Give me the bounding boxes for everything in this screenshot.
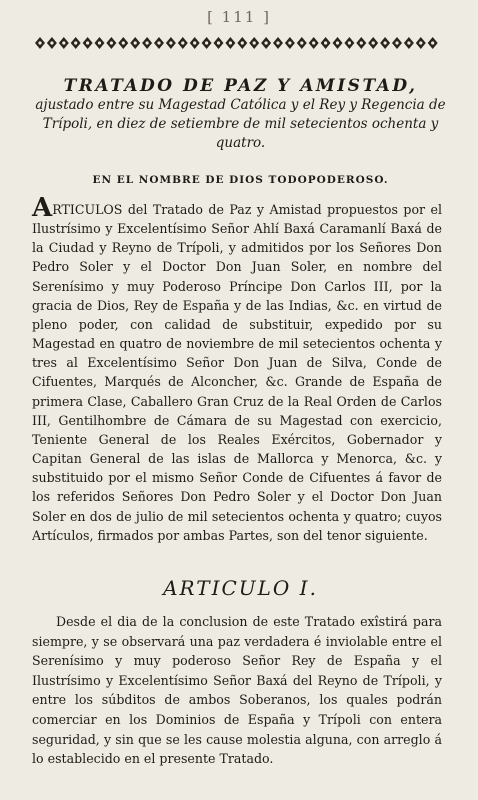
ornament-dot xyxy=(62,41,65,44)
ornament-dot xyxy=(360,41,363,44)
ornament-dot xyxy=(395,41,398,44)
ornament-dot xyxy=(241,41,244,44)
ornament-dot xyxy=(276,41,279,44)
intro-paragraph xyxy=(32,193,442,545)
ornament-dot xyxy=(110,41,113,44)
ornament-dot xyxy=(134,41,137,44)
ornament-dot xyxy=(372,41,375,44)
ornament-dot xyxy=(348,41,351,44)
ornament-dot xyxy=(407,41,410,44)
ornament-dot xyxy=(217,41,220,44)
ornament-dot xyxy=(193,41,196,44)
drop-cap: A xyxy=(32,193,53,223)
ornament-dot xyxy=(181,41,184,44)
ornament-dot xyxy=(288,41,291,44)
ornament-dot xyxy=(122,41,125,44)
ornament-dot xyxy=(169,41,172,44)
ornament-dot xyxy=(336,41,339,44)
ornament-dot xyxy=(419,41,422,44)
ornament-dot xyxy=(146,41,149,44)
ornament-dot xyxy=(38,41,41,44)
ornament-dot xyxy=(157,41,160,44)
article-heading: ARTICULO I. xyxy=(163,576,318,600)
ornament-dot xyxy=(312,41,315,44)
page-number: [ 111 ] xyxy=(207,8,271,26)
invocation-line: EN EL NOMBRE DE DIOS TODOPODEROSO. xyxy=(92,174,389,186)
ornament-dot xyxy=(384,41,387,44)
ornament-dot xyxy=(300,41,303,44)
ornament-dot xyxy=(98,41,101,44)
ornament-dot xyxy=(431,41,434,44)
ornament-dot xyxy=(253,41,256,44)
ornament-dot xyxy=(74,41,77,44)
intro-text: RTICULOS del Tratado de Paz y Amistad propuestos por el Ilustrísimo y Excelentísimo Señor Ahlí Baxá Caramanlí Baxá de la Ciudad y Reyno de Trípoli, y admitidos por los Señores Don Pedro Soler y el Doctor Don Juan Soler, en nombre del Serenísimo y muy Poderoso Príncipe Don Carlos III, por la gracia de Dios, Rey de España y de las Indias, &c. en virtud de pleno poder, con calidad de substituir, expedido por su Magestad en quatro de noviembre de mil setecientos ochenta y tres al Excelentísimo Señor Don Juan de Silva, Conde de Cifuentes, Marqués de Alconcher, &c. Grande de España de primera Clase, Caballero Gran Cruz de la Real Orden de Carlos III, Gentilhombre de Cámara de su Magestad con exercicio, Teniente General de los Reales Exércitos, Gobernador y Capitan General de las islas de Mallorca y Menorca, &c. y substituido por el mismo Señor Conde de Cifuentes á favor de los referidos Señores Don Pedro Soler y el Doctor Don Juan Soler en dos de julio de mil setecientos ochenta y quatro; cuyos Artículos, firmados por ambas Partes, son del tenor siguiente. xyxy=(32,202,442,543)
ornament-dot xyxy=(50,41,53,44)
ornamental-border xyxy=(34,36,444,50)
ornament-dot xyxy=(86,41,89,44)
ornament-dot xyxy=(324,41,327,44)
treaty-title: TRATADO DE PAZ Y AMISTAD, xyxy=(63,76,418,96)
ornament-dot xyxy=(265,41,268,44)
treaty-subtitle: ajustado entre su Magestad Católica y el Rey y Regencia de Trípoli, en diez de setiembre de mil setecientos ochenta y quatro. xyxy=(35,97,446,151)
ornament-dot xyxy=(205,41,208,44)
ornament-dot xyxy=(229,41,232,44)
article-paragraph: Desde el dia de la conclusion de este Tratado exîstirá para siempre, y se observará una paz verdadera é inviolable entre el Serenísimo y muy poderoso Señor Rey de España y el Ilustrísimo y Excelentísimo Señor Baxá del Reyno de Trípoli, y entre los súbditos de ambos Soberanos, los quales podrán comerciar en los Dominios de España y Trípoli con entera seguridad, y sin que se les cause molestia alguna, con arreglo á lo establecido en el presente Tratado. xyxy=(32,614,442,767)
